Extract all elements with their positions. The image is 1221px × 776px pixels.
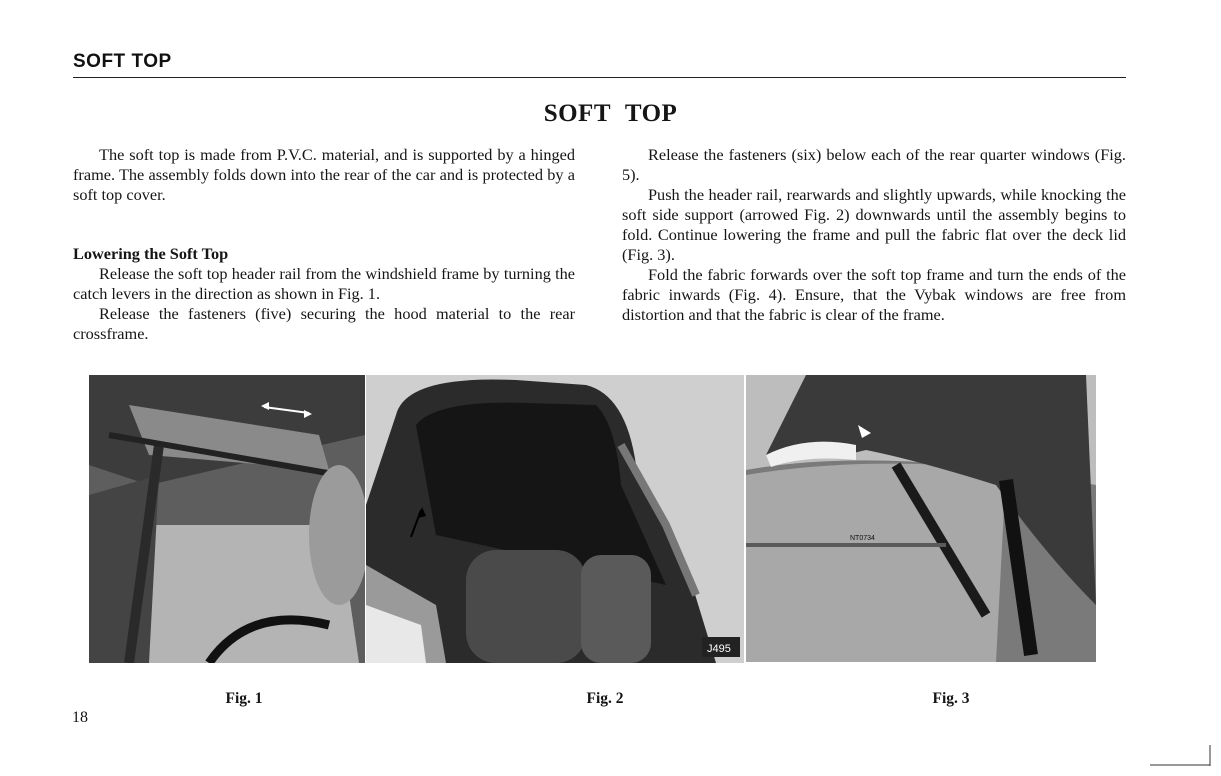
figure-3-caption: Fig. 3 <box>932 690 970 707</box>
body-paragraph: Release the fasteners (five) securing the hood material to the rear crossframe. <box>73 304 575 343</box>
body-paragraph: Push the header rail, rearwards and slightly upwards, while knocking the soft side support (arrowed Fig. 2) downwards until the assembly begins to fold. Continue lowering the frame and pull the fabric flat over the deck lid (Fig. 3). <box>622 185 1126 264</box>
page-number: 18 <box>72 709 88 726</box>
running-head: SOFT TOP <box>73 51 172 72</box>
header-rule <box>73 77 1126 78</box>
figure-2-caption: Fig. 2 <box>586 690 624 707</box>
photo-code-nt0734: NT0734 <box>850 535 875 542</box>
page-title: SOFT TOP <box>543 100 678 127</box>
figure-2-photo <box>366 375 744 663</box>
figure-1-photo <box>89 375 365 663</box>
section-heading: Lowering the Soft Top <box>73 244 229 263</box>
right-column <box>622 145 1126 325</box>
body-paragraph: Release the fasteners (six) below each of the rear quarter windows (Fig. 5). <box>622 145 1126 184</box>
body-paragraph: Release the soft top header rail from the windshield frame by turning the catch levers in the direction as shown in Fig. 1. <box>73 264 575 303</box>
figure-3-photo <box>746 375 1096 662</box>
left-column <box>73 145 575 344</box>
corner-crop-mark <box>1150 745 1214 767</box>
intro-paragraph: The soft top is made from P.V.C. material, and is supported by a hinged frame. The assembly folds down into the rear of the car and is protected by a soft top cover. <box>73 145 575 204</box>
photo-code-j495: J495 <box>707 643 731 655</box>
body-paragraph: Fold the fabric forwards over the soft top frame and turn the ends of the fabric inwards (Fig. 4). Ensure, that the Vybak windows are free from distortion and that the fabric is clear of the frame. <box>622 265 1126 324</box>
figure-1-caption: Fig. 1 <box>225 690 263 707</box>
